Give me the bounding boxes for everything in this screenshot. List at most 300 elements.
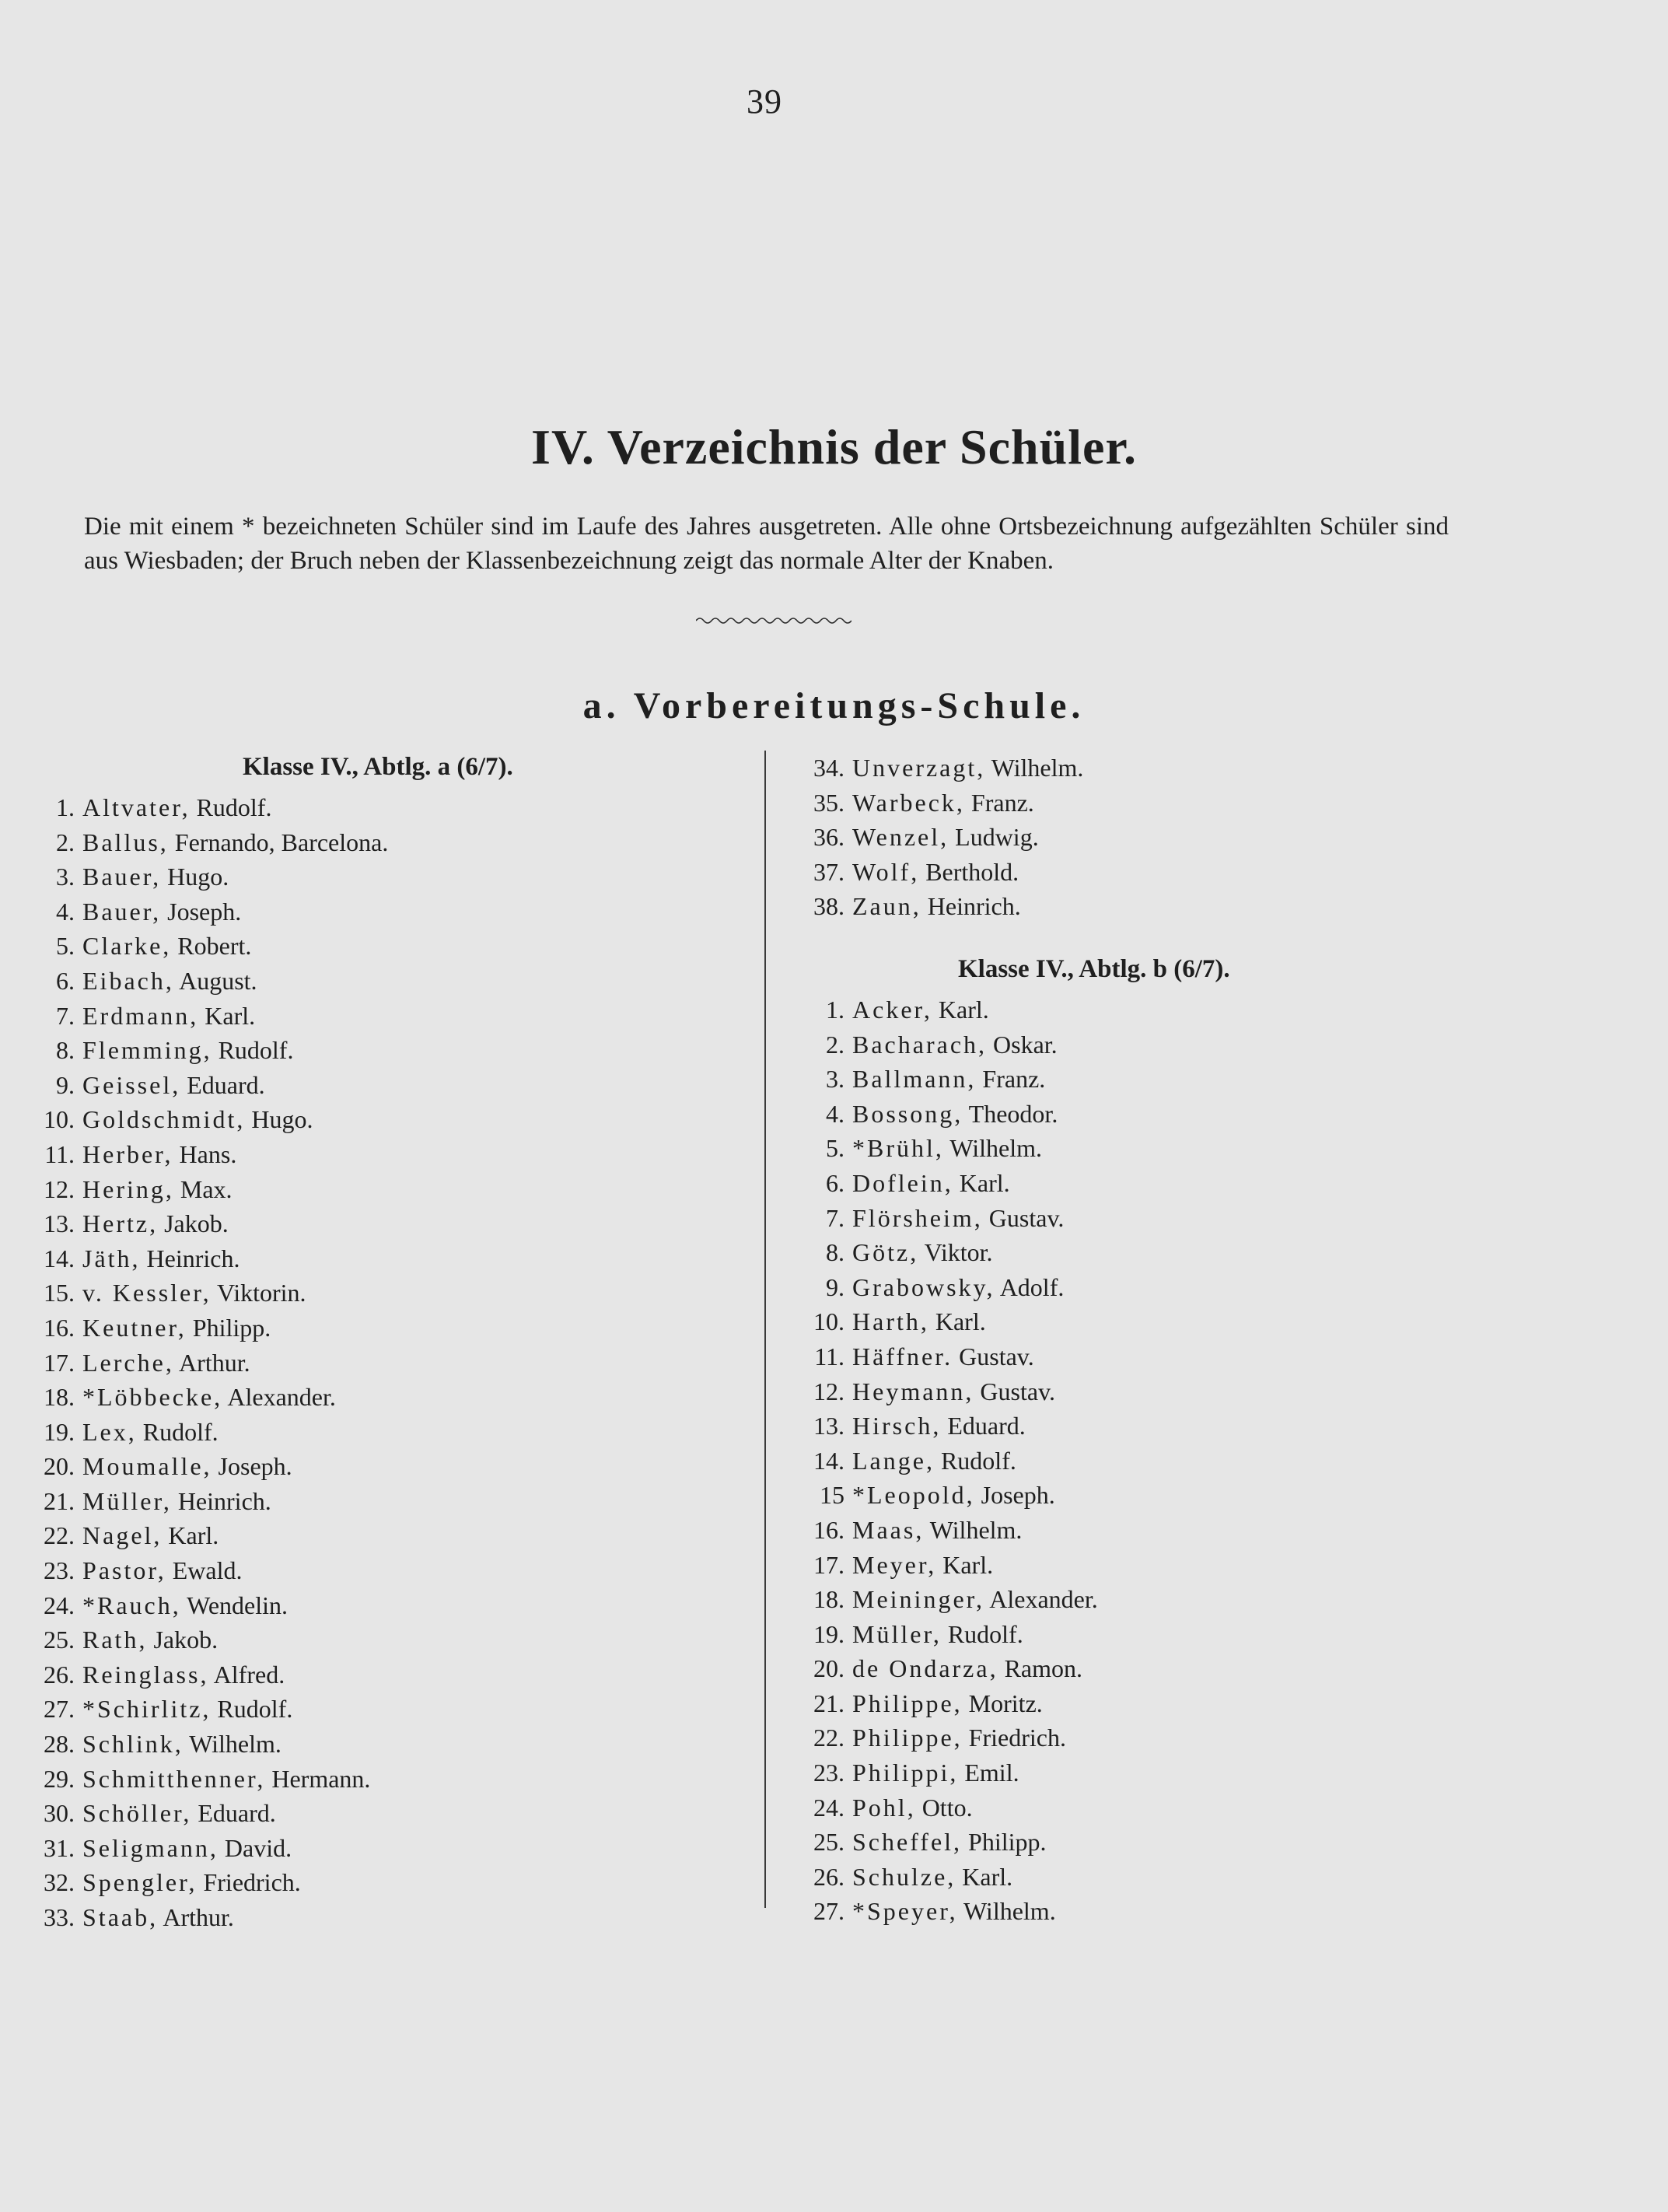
student-entry: [30, 929, 388, 964]
student-entry: [799, 855, 1083, 890]
student-entry: [30, 964, 388, 999]
student-name: [852, 889, 1021, 924]
entry-number: 34.: [813, 754, 844, 782]
student-entry: [799, 1339, 1098, 1374]
entry-number: 17.: [813, 1550, 844, 1579]
entry-number: 6.: [56, 966, 75, 995]
student-name: [82, 1796, 276, 1831]
student-name: [852, 1062, 1045, 1097]
student-name: [852, 1651, 1082, 1686]
given-name: Moritz.: [962, 1689, 1043, 1717]
surname: Geissel,: [82, 1070, 181, 1099]
given-name: Viktor.: [918, 1238, 993, 1267]
student-entry: [30, 790, 388, 825]
surname: Keutner,: [82, 1313, 187, 1342]
student-name: [852, 1582, 1098, 1617]
student-name: [82, 790, 271, 825]
entry-number: 1.: [826, 996, 844, 1024]
given-name: David.: [218, 1833, 292, 1862]
wavy-rule-ornament: [696, 613, 851, 628]
given-name: Joseph.: [161, 897, 242, 926]
student-name: [82, 1484, 271, 1519]
student-name: [82, 1346, 250, 1381]
entry-number: 26.: [44, 1660, 75, 1689]
student-entry: [30, 859, 388, 894]
entry-number: 17.: [44, 1348, 75, 1377]
student-entry: [30, 1311, 388, 1346]
student-entry: [30, 1206, 388, 1241]
entry-number: 6.: [826, 1168, 844, 1197]
surname: Scheffel,: [852, 1828, 963, 1857]
student-name: [82, 1518, 219, 1553]
given-name: Rudolf.: [941, 1619, 1023, 1648]
student-entry: [30, 1727, 388, 1762]
given-name: Karl.: [932, 996, 989, 1024]
entry-number: 3.: [56, 863, 75, 891]
surname: Lex,: [82, 1417, 137, 1446]
surname: Altvater,: [82, 793, 191, 821]
surname: Hertz,: [82, 1209, 159, 1238]
surname: Doflein,: [852, 1168, 953, 1197]
student-list-class-b: [799, 992, 1098, 1929]
student-name: [82, 1311, 271, 1346]
entry-number: 38.: [813, 892, 844, 921]
student-name: [852, 1097, 1058, 1132]
student-name: [82, 999, 255, 1034]
given-name: Gustav.: [953, 1342, 1034, 1370]
column-divider: [764, 751, 766, 1908]
student-entry: [799, 1062, 1098, 1097]
student-name: [82, 1657, 285, 1692]
student-entry: [799, 1548, 1098, 1583]
entry-number: 22.: [813, 1724, 844, 1752]
surname: Zaun,: [852, 892, 921, 921]
given-name: Berthold.: [919, 857, 1019, 886]
surname: Reinglass,: [82, 1660, 209, 1689]
student-entry: [30, 1553, 388, 1588]
surname: Pastor,: [82, 1556, 166, 1585]
given-name: Joseph.: [974, 1481, 1055, 1510]
student-name: [852, 1790, 973, 1825]
entry-number: 36.: [813, 823, 844, 852]
entry-number: 10.: [813, 1307, 844, 1336]
page-number: 39: [747, 82, 782, 121]
given-name: Arthur.: [173, 1348, 250, 1377]
entry-number: 23.: [44, 1556, 75, 1585]
surname: Wenzel,: [852, 823, 949, 852]
student-entry: [799, 751, 1083, 786]
student-entry: [30, 1692, 388, 1727]
student-list-class-a-continued: [799, 751, 1083, 924]
student-entry: [799, 1790, 1098, 1825]
student-entry: [799, 1444, 1098, 1479]
student-entry: [799, 1374, 1098, 1409]
surname: Pohl,: [852, 1793, 916, 1822]
entry-number: 1.: [56, 793, 75, 821]
entry-number: 7.: [56, 1001, 75, 1030]
given-name: Eduard.: [180, 1070, 265, 1099]
entry-number: 12.: [813, 1377, 844, 1405]
student-name: [82, 1553, 242, 1588]
given-name: Oskar.: [987, 1030, 1058, 1059]
intro-text: Die mit einem * bezeichneten Schüler sind im Laufe des Jahres ausgetreten. Alle ohne Ortsbezeichnung aufgezählten Schüler sind aus Wiesbaden; der Bruch neben der Klassenbezeichnung zeigt das normale Alter der Knaben.: [84, 513, 1449, 575]
given-name: Hugo.: [161, 863, 229, 891]
entry-number: 9.: [826, 1272, 844, 1301]
given-name: Theodor.: [963, 1099, 1058, 1128]
given-name: Wendelin.: [180, 1591, 288, 1619]
surname: Schlink,: [82, 1730, 184, 1759]
student-entry: [799, 1651, 1098, 1686]
student-entry: [799, 1755, 1098, 1790]
student-name: [852, 1131, 1042, 1166]
entry-number: 20.: [813, 1654, 844, 1683]
student-entry: [30, 1796, 388, 1831]
student-entry: [30, 1241, 388, 1276]
student-entry: [30, 1900, 388, 1935]
entry-number: 19.: [44, 1417, 75, 1446]
student-entry: [30, 1831, 388, 1866]
entry-number: 31.: [44, 1833, 75, 1862]
student-name: [82, 1206, 229, 1241]
surname: Herber,: [82, 1139, 173, 1168]
student-entry: [30, 1068, 388, 1103]
entry-number: 18.: [44, 1383, 75, 1412]
student-name: [82, 1588, 288, 1623]
student-entry: [30, 1657, 388, 1692]
surname: *Schirlitz,: [82, 1695, 212, 1724]
entry-number: 3.: [826, 1065, 844, 1094]
student-name: [82, 1380, 336, 1415]
surname: Bossong,: [852, 1099, 963, 1128]
given-name: Wilhelm.: [943, 1134, 1042, 1163]
surname: Schöller,: [82, 1799, 192, 1828]
given-name: Heinrich.: [140, 1244, 240, 1272]
student-entry: [799, 1720, 1098, 1755]
given-name: Wilhelm.: [957, 1897, 1056, 1926]
student-entry: [30, 1172, 388, 1207]
entry-number: 24.: [813, 1793, 844, 1822]
given-name: Ramon.: [998, 1654, 1083, 1683]
given-name: Karl.: [198, 1001, 256, 1030]
entry-number: 21.: [44, 1486, 75, 1515]
surname: *Löbbecke,: [82, 1383, 223, 1412]
entry-number: 23.: [813, 1759, 844, 1787]
entry-number: 22.: [44, 1521, 75, 1550]
surname: Acker,: [852, 996, 932, 1024]
given-name: Alexander.: [222, 1383, 336, 1412]
student-entry: [30, 825, 388, 860]
given-name: Gustav.: [982, 1203, 1065, 1232]
student-entry: [799, 992, 1098, 1027]
entry-number: 30.: [44, 1799, 75, 1828]
entry-number: 13.: [813, 1412, 844, 1440]
student-entry: [30, 1415, 388, 1450]
intro-paragraph: [84, 509, 1449, 578]
student-name: [82, 1449, 292, 1484]
surname: Goldschmidt,: [82, 1105, 246, 1134]
surname: Ballus,: [82, 828, 169, 856]
student-entry: [799, 1513, 1098, 1548]
student-entry: [799, 786, 1083, 821]
student-name: [852, 1513, 1022, 1548]
surname: Moumalle,: [82, 1452, 212, 1481]
surname: Grabowsky,: [852, 1272, 995, 1301]
student-name: [852, 855, 1019, 890]
given-name: Viktorin.: [211, 1279, 306, 1307]
surname: Müller,: [82, 1486, 172, 1515]
student-name: [852, 1027, 1058, 1062]
student-name: [852, 820, 1039, 855]
student-name: [82, 1033, 293, 1068]
entry-number: 7.: [826, 1203, 844, 1232]
surname: Warbeck,: [852, 788, 965, 817]
student-entry: [799, 1270, 1098, 1305]
entry-number: 14.: [44, 1244, 75, 1272]
student-name: [852, 1825, 1047, 1860]
surname: Jäth,: [82, 1244, 141, 1272]
class-header-a: Klasse IV., Abtlg. a (6/7).: [243, 753, 513, 781]
entry-number: 12.: [44, 1174, 75, 1203]
surname: Flörsheim,: [852, 1203, 983, 1232]
surname: Schmitthenner,: [82, 1764, 266, 1793]
entry-number: 9.: [56, 1070, 75, 1099]
student-entry: [30, 1865, 388, 1900]
student-name: [82, 1762, 370, 1797]
entry-number: 5.: [826, 1134, 844, 1163]
entry-number: 35.: [813, 788, 844, 817]
given-name: Joseph.: [212, 1452, 292, 1481]
surname: Lange,: [852, 1446, 935, 1475]
student-entry: [799, 1617, 1098, 1652]
given-name: Rudolf.: [211, 1695, 293, 1724]
entry-number: 27.: [44, 1695, 75, 1724]
student-name: [82, 1831, 292, 1866]
surname: *Brühl,: [852, 1134, 944, 1163]
given-name: Karl.: [936, 1550, 994, 1579]
surname: Staab,: [82, 1903, 159, 1931]
given-name: Arthur.: [158, 1903, 234, 1931]
student-entry: [30, 1137, 388, 1172]
student-name: [82, 1692, 292, 1727]
surname: Philippi,: [852, 1759, 959, 1787]
entry-number: 25.: [813, 1828, 844, 1857]
surname: Meyer,: [852, 1550, 937, 1579]
student-name: [82, 1102, 313, 1137]
student-entry: [30, 1622, 388, 1657]
surname: Müller,: [852, 1619, 942, 1648]
entry-number: 20.: [44, 1452, 75, 1481]
student-entry: [799, 1686, 1098, 1721]
student-name: [852, 1201, 1064, 1236]
entry-number: 32.: [44, 1868, 75, 1897]
given-name: Franz.: [964, 788, 1034, 817]
student-name: [82, 1068, 265, 1103]
student-entry: [799, 1166, 1098, 1201]
student-name: [82, 1865, 301, 1900]
student-entry: [799, 1131, 1098, 1166]
entry-number: 27.: [813, 1897, 844, 1926]
student-entry: [30, 1102, 388, 1137]
student-entry: [30, 1276, 388, 1311]
surname: Maas,: [852, 1515, 925, 1544]
given-name: Adolf.: [995, 1272, 1065, 1301]
subsection-title: a. Vorbereitungs-Schule.: [582, 685, 1086, 726]
surname: Unverzagt,: [852, 754, 986, 782]
entry-number: 2.: [56, 828, 75, 856]
given-name: August.: [173, 966, 257, 995]
student-name: [852, 1617, 1023, 1652]
given-name: Friedrich.: [197, 1868, 301, 1897]
entry-number: 4.: [56, 897, 75, 926]
entry-number: 11.: [814, 1342, 844, 1370]
entry-number: 18.: [813, 1585, 844, 1614]
given-name: Wilhelm.: [924, 1515, 1023, 1544]
given-name: Max.: [173, 1174, 233, 1203]
surname: *Rauch,: [82, 1591, 181, 1619]
student-entry: [799, 1894, 1098, 1929]
given-name: Otto.: [915, 1793, 973, 1822]
student-entry: [799, 1027, 1098, 1062]
student-entry: [799, 1409, 1098, 1444]
given-name: Rudolf.: [190, 793, 272, 821]
entry-number: 37.: [813, 857, 844, 886]
student-name: [852, 1548, 993, 1583]
surname: Spengler,: [82, 1868, 198, 1897]
student-name: [82, 1241, 240, 1276]
given-name: Emil.: [958, 1759, 1019, 1787]
entry-number: 21.: [813, 1689, 844, 1717]
student-entry: [799, 1097, 1098, 1132]
student-entry: [30, 1346, 388, 1381]
student-entry: [30, 999, 388, 1034]
student-name: [852, 786, 1034, 821]
student-entry: [799, 1582, 1098, 1617]
student-name: [852, 992, 989, 1027]
student-list-class-a: [30, 790, 388, 1935]
given-name: Philipp.: [962, 1828, 1047, 1857]
given-name: Karl.: [162, 1521, 219, 1550]
student-name: [852, 1374, 1055, 1409]
given-name: Alfred.: [208, 1660, 285, 1689]
entry-number: 10.: [44, 1105, 75, 1134]
given-name: Karl.: [956, 1862, 1013, 1891]
student-name: [852, 1860, 1012, 1895]
entry-number: 4.: [826, 1099, 844, 1128]
student-name: [852, 1270, 1064, 1305]
given-name: Rudolf.: [212, 1036, 294, 1065]
given-name: Heinrich.: [921, 892, 1021, 921]
given-name: Rudolf.: [136, 1417, 219, 1446]
entry-number: 33.: [44, 1903, 75, 1931]
student-name: [82, 859, 229, 894]
student-name: [82, 1727, 281, 1762]
student-name: [852, 1409, 1026, 1444]
given-name: Ewald.: [166, 1556, 243, 1585]
surname: Lerche,: [82, 1348, 174, 1377]
given-name: Robert.: [171, 932, 252, 961]
surname: Hering,: [82, 1174, 174, 1203]
given-name: Alexander.: [984, 1585, 1098, 1614]
given-name: Jakob.: [147, 1626, 219, 1654]
section-title: IV. Verzeichnis der Schüler.: [531, 419, 1137, 474]
student-name: [852, 1304, 986, 1339]
surname: Bacharach,: [852, 1030, 988, 1059]
given-name: Jakob.: [158, 1209, 229, 1238]
entry-number: 8.: [826, 1238, 844, 1267]
student-name: [82, 1276, 306, 1311]
student-name: [82, 1900, 234, 1935]
given-name: Franz.: [976, 1065, 1046, 1094]
surname: *Speyer,: [852, 1897, 958, 1926]
entry-number: 25.: [44, 1626, 75, 1654]
given-name: Fernando, Barcelona.: [168, 828, 389, 856]
student-name: [852, 1444, 1016, 1479]
student-name: [82, 1172, 233, 1207]
surname: *Leopold,: [852, 1481, 975, 1510]
given-name: Hans.: [173, 1139, 237, 1168]
entry-number: 16.: [44, 1313, 75, 1342]
surname: Schulze,: [852, 1862, 956, 1891]
surname: Bauer,: [82, 897, 162, 926]
entry-number: 11.: [44, 1139, 75, 1168]
surname: Hirsch,: [852, 1412, 942, 1440]
entry-number: 13.: [44, 1209, 75, 1238]
surname: Flemming,: [82, 1036, 212, 1065]
student-entry: [799, 889, 1083, 924]
given-name: Wilhelm.: [985, 754, 1084, 782]
given-name: Wilhelm.: [183, 1730, 281, 1759]
surname: Clarke,: [82, 932, 172, 961]
surname: Wolf,: [852, 857, 920, 886]
class-header-b: Klasse IV., Abtlg. b (6/7).: [958, 955, 1230, 983]
given-name: Eduard.: [941, 1412, 1026, 1440]
surname: de Ondarza,: [852, 1654, 998, 1683]
given-name: Heinrich.: [171, 1486, 271, 1515]
entry-number: 14.: [813, 1446, 844, 1475]
student-name: [82, 1415, 219, 1450]
student-name: [82, 894, 241, 929]
student-name: [852, 1755, 1019, 1790]
given-name: Hugo.: [245, 1105, 313, 1134]
given-name: Karl.: [928, 1307, 986, 1336]
student-name: [852, 1894, 1056, 1929]
surname: Erdmann,: [82, 1001, 199, 1030]
student-name: [82, 1622, 218, 1657]
student-entry: [799, 820, 1083, 855]
given-name: Friedrich.: [962, 1724, 1066, 1752]
given-name: Gustav.: [974, 1377, 1055, 1405]
student-entry: [799, 1201, 1098, 1236]
student-entry: [799, 1825, 1098, 1860]
surname: Nagel,: [82, 1521, 163, 1550]
entry-number: 28.: [44, 1730, 75, 1759]
surname: Meininger,: [852, 1585, 985, 1614]
entry-number: 2.: [826, 1030, 844, 1059]
given-name: Philipp.: [186, 1313, 271, 1342]
surname: Philippe,: [852, 1689, 963, 1717]
student-entry: [30, 1033, 388, 1068]
entry-number: 26.: [813, 1862, 844, 1891]
entry-number: 24.: [44, 1591, 75, 1619]
surname: Bauer,: [82, 863, 162, 891]
student-entry: [799, 1478, 1098, 1513]
student-name: [852, 1720, 1066, 1755]
student-entry: [30, 1588, 388, 1623]
entry-number: 29.: [44, 1764, 75, 1793]
entry-number: 5.: [56, 932, 75, 961]
student-name: [852, 1235, 992, 1270]
surname: Philippe,: [852, 1724, 963, 1752]
